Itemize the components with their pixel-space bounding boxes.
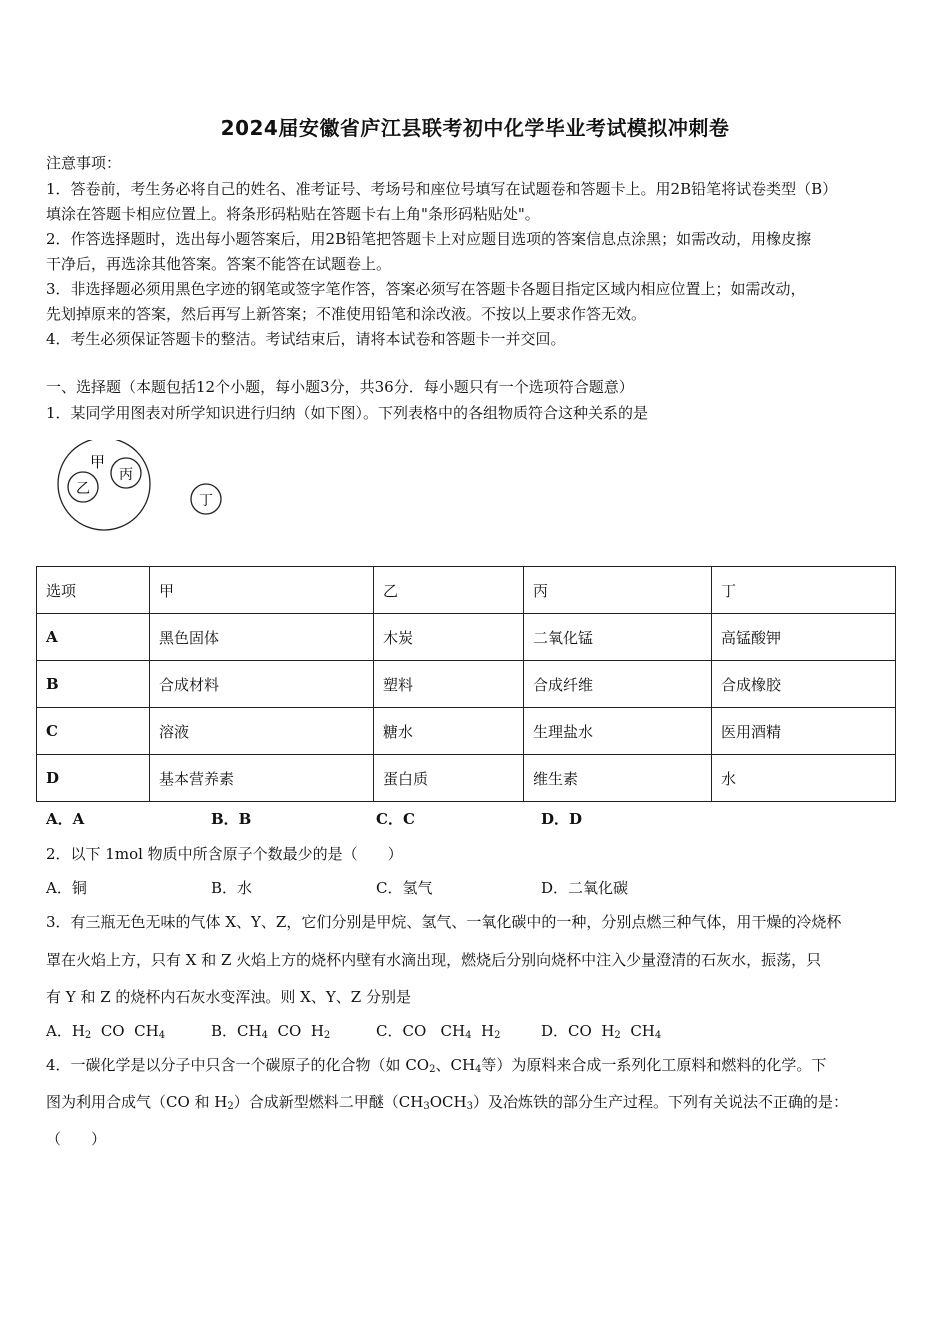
table-header-cell: 乙: [374, 567, 524, 614]
table-header-cell: 丁: [712, 567, 896, 614]
table-cell: 水: [712, 755, 896, 802]
table-cell: 溶液: [150, 708, 374, 755]
table-header-cell: 丙: [524, 567, 712, 614]
section-heading: 一、选择题（本题包括12个小题，每小题3分，共36分．每小题只有一个选项符合题意）: [46, 378, 634, 396]
table-header-cell: 甲: [150, 567, 374, 614]
table-cell: C: [37, 708, 150, 755]
venn-diagram: [56, 440, 236, 535]
table-row: [37, 708, 896, 755]
table-header-row: [37, 567, 896, 614]
notice-line: 4．考生必须保证答题卡的整洁。考试结束后，请将本试卷和答题卡一并交回。: [46, 330, 566, 348]
label-yi: 乙: [76, 481, 90, 497]
label-ding: 丁: [199, 493, 213, 509]
table-cell: 合成橡胶: [712, 661, 896, 708]
notice-line: 2．作答选择题时，选出每小题答案后，用2B铅笔把答题卡上对应题目选项的答案信息点涂黑；如需改动，用橡皮擦: [46, 230, 812, 248]
table-cell: 维生素: [524, 755, 712, 802]
option-a[interactable]: A．$H_2$ CO $CH_4$: [46, 1022, 166, 1041]
option-b[interactable]: B．水: [211, 879, 253, 897]
question-4-line: （ ）: [46, 1130, 107, 1148]
question-4-line: 图为利用合成气（CO 和 $H_2$）合成新型燃料二甲醚$(CH_3OCH_3)$及冶炼铁的部分生产过程。下列有关说法不正确的是：: [46, 1093, 848, 1112]
notice-line: 填涂在答题卡相应位置上。将条形码粘贴在答题卡右上角"条形码粘贴处"。: [46, 205, 540, 223]
label-jia: 甲: [90, 453, 106, 471]
question-3-line: 3．有三瓶无色无味的气体 X、Y、Z，它们分别是甲烷、氢气、一氧化碳中的一种，分别点燃三种气体，用干燥的冷烧杯: [46, 913, 842, 931]
table-cell: B: [37, 661, 150, 708]
notice-line: 3．非选择题必须用黑色字迹的钢笔或签字笔作答，答案必须写在答题卡各题目指定区域内相应位置上；如需改动，: [46, 280, 806, 298]
option-c[interactable]: C．C: [376, 810, 415, 828]
option-d[interactable]: D．D: [541, 810, 583, 828]
notice-line: 先划掉原来的答案，然后再写上新答案；不准使用铅笔和涂改液。不按以上要求作答无效。: [46, 305, 647, 323]
table-cell: 医用酒精: [712, 708, 896, 755]
page-title: 2024届安徽省庐江县联考初中化学毕业考试模拟冲刺卷: [220, 116, 730, 140]
question-3-line: 有 Y 和 Z 的烧杯内石灰水变浑浊。则 X、Y、Z 分别是: [46, 988, 411, 1006]
table-cell: 糖水: [374, 708, 524, 755]
label-bing: 丙: [119, 467, 133, 483]
option-a[interactable]: A．A: [46, 810, 85, 828]
table-cell: 塑料: [374, 661, 524, 708]
option-d[interactable]: D．二氧化碳: [541, 879, 629, 897]
table-cell: 黑色固体: [150, 614, 374, 661]
table-cell: D: [37, 755, 150, 802]
option-c[interactable]: C．氢气: [376, 879, 433, 897]
table-cell: 蛋白质: [374, 755, 524, 802]
table-row: [37, 614, 896, 661]
table-cell: A: [37, 614, 150, 661]
option-b[interactable]: B．B: [211, 810, 252, 828]
option-d[interactable]: D．CO $H_2$ $CH_4$: [541, 1022, 662, 1041]
option-b[interactable]: B．$CH_4$ CO $H_2$: [211, 1022, 331, 1041]
table-cell: 合成纤维: [524, 661, 712, 708]
table-cell: 二氧化锰: [524, 614, 712, 661]
notice-heading: 注意事项：: [46, 154, 122, 172]
table-header-cell: 选项: [37, 567, 150, 614]
question-3-line: 罩在火焰上方，只有 X 和 Z 火焰上方的烧杯内壁有水滴出现，燃烧后分别向烧杯中注入少量澄清的石灰水，振荡，只: [46, 951, 822, 969]
notice-line: 干净后，再选涂其他答案。答案不能答在试题卷上。: [46, 255, 392, 273]
option-a[interactable]: A．铜: [46, 879, 87, 897]
table-cell: 合成材料: [150, 661, 374, 708]
table-cell: 高锰酸钾: [712, 614, 896, 661]
table-cell: 生理盐水: [524, 708, 712, 755]
option-c[interactable]: C．CO $CH_4$ $H_2$: [376, 1022, 501, 1041]
table-cell: 基本营养素: [150, 755, 374, 802]
question-3-options: [46, 1020, 661, 1041]
question-1-options: [46, 808, 582, 829]
question-4-line: 4．一碳化学是以分子中只含一个碳原子的化合物（如 $CO_2$、$CH_4$等）为原料来合成一系列化工原料和燃料的化学。下: [46, 1056, 827, 1075]
table-row: [37, 661, 896, 708]
table-cell: 木炭: [374, 614, 524, 661]
notice-line: 1．答卷前，考生务必将自己的姓名、准考证号、考场号和座位号填写在试题卷和答题卡上。用2B铅笔将试卷类型（B）: [46, 180, 838, 198]
question-1-stem: 1．某同学用图表对所学知识进行归纳（如下图）。下列表格中的各组物质符合这种关系的是: [46, 404, 649, 422]
question-2-options: [46, 877, 628, 898]
table-row: [37, 755, 896, 802]
question-2-stem: 2．以下 1mol 物质中所含原子个数最少的是（ ）: [46, 845, 403, 863]
question-1-table: [36, 566, 896, 802]
